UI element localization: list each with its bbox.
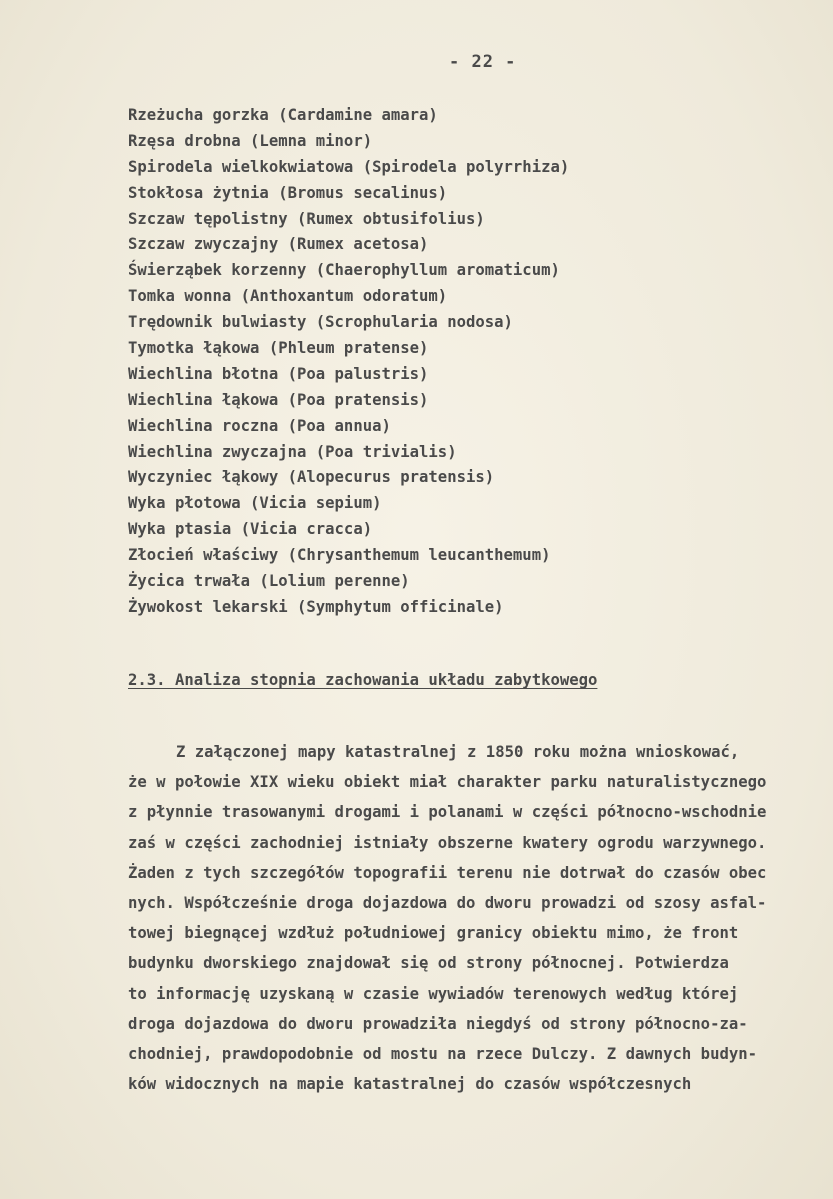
list-item: Wyka ptasia (Vicia cracca) [128, 520, 373, 539]
list-item: Wyczyniec łąkowy (Alopecurus pratensis) [128, 468, 495, 487]
species-list [128, 103, 569, 621]
list-item: Życica trwała (Lolium perenne) [128, 572, 410, 591]
paragraph-line: ków widocznych na mapie katastralnej do czasów współczesnych [128, 1075, 692, 1094]
list-item: Świerząbek korzenny (Chaerophyllum aromaticum) [128, 261, 560, 280]
list-item: Wiechlina zwyczajna (Poa trivialis) [128, 442, 457, 461]
paragraph-line: towej biegnącej wzdłuż południowej granicy obiektu mimo, że front [128, 924, 739, 943]
list-item: Wyka płotowa (Vicia sepium) [128, 494, 382, 513]
paragraph-line: z płynnie trasowanymi drogami i polanami w części północno-wschodnie [128, 803, 767, 822]
paragraph-line: nych. Współcześnie droga dojazdowa do dworu prowadzi od szosy asfal- [128, 893, 767, 912]
list-item: Rzęsa drobna (Lemna minor) [128, 131, 373, 150]
section-heading: 2.3. Analiza stopnia zachowania układu zabytkowego [128, 671, 598, 689]
list-item: Tymotka łąkowa (Phleum pratense) [128, 339, 429, 358]
paragraph-line: budynku dworskiego znajdował się od strony północnej. Potwierdza [128, 954, 729, 973]
list-item: Szczaw tępolistny (Rumex obtusifolius) [128, 209, 485, 228]
paragraph-line: chodniej, prawdopodobnie od mostu na rzece Dulczy. Z dawnych budyn- [128, 1044, 758, 1063]
list-item: Rzeżucha gorzka (Cardamine amara) [128, 106, 438, 124]
paragraph-line: to informację uzyskaną w czasie wywiadów terenowych według której [128, 984, 739, 1003]
body-paragraph [128, 737, 833, 1099]
list-item: Żywokost lekarski (Symphytum officinale) [128, 597, 504, 616]
paragraph-line: że w połowie XIX wieku obiekt miał charakter parku naturalistycznego [128, 773, 767, 792]
paragraph-line: droga dojazdowa do dworu prowadziła niegdyś od strony północno-za- [128, 1014, 748, 1033]
paragraph-line: Z załączonej mapy katastralnej z 1850 roku można wnioskować, [176, 743, 740, 761]
list-item: Wiechlina błotna (Poa palustris) [128, 364, 429, 383]
list-item: Spirodela wielkokwiatowa (Spirodela polyrrhiza) [128, 157, 570, 176]
paragraph-line: zaś w części zachodniej istniały obszerne kwatery ogrodu warzywnego. [128, 833, 767, 852]
paragraph-line: Żaden z tych szczegółów topografii terenu nie dotrwał do czasów obec [128, 863, 767, 882]
list-item: Trędownik bulwiasty (Scrophularia nodosa) [128, 313, 513, 332]
list-item: Szczaw zwyczajny (Rumex acetosa) [128, 235, 429, 254]
list-item: Wiechlina roczna (Poa annua) [128, 416, 391, 435]
list-item: Tomka wonna (Anthoxantum odoratum) [128, 287, 448, 306]
list-item: Stokłosa żytnia (Bromus secalinus) [128, 183, 448, 202]
list-item: Złocień właściwy (Chrysanthemum leucanthemum) [128, 546, 551, 565]
page-number: - 22 - [449, 52, 517, 72]
list-item: Wiechlina łąkowa (Poa pratensis) [128, 390, 429, 409]
